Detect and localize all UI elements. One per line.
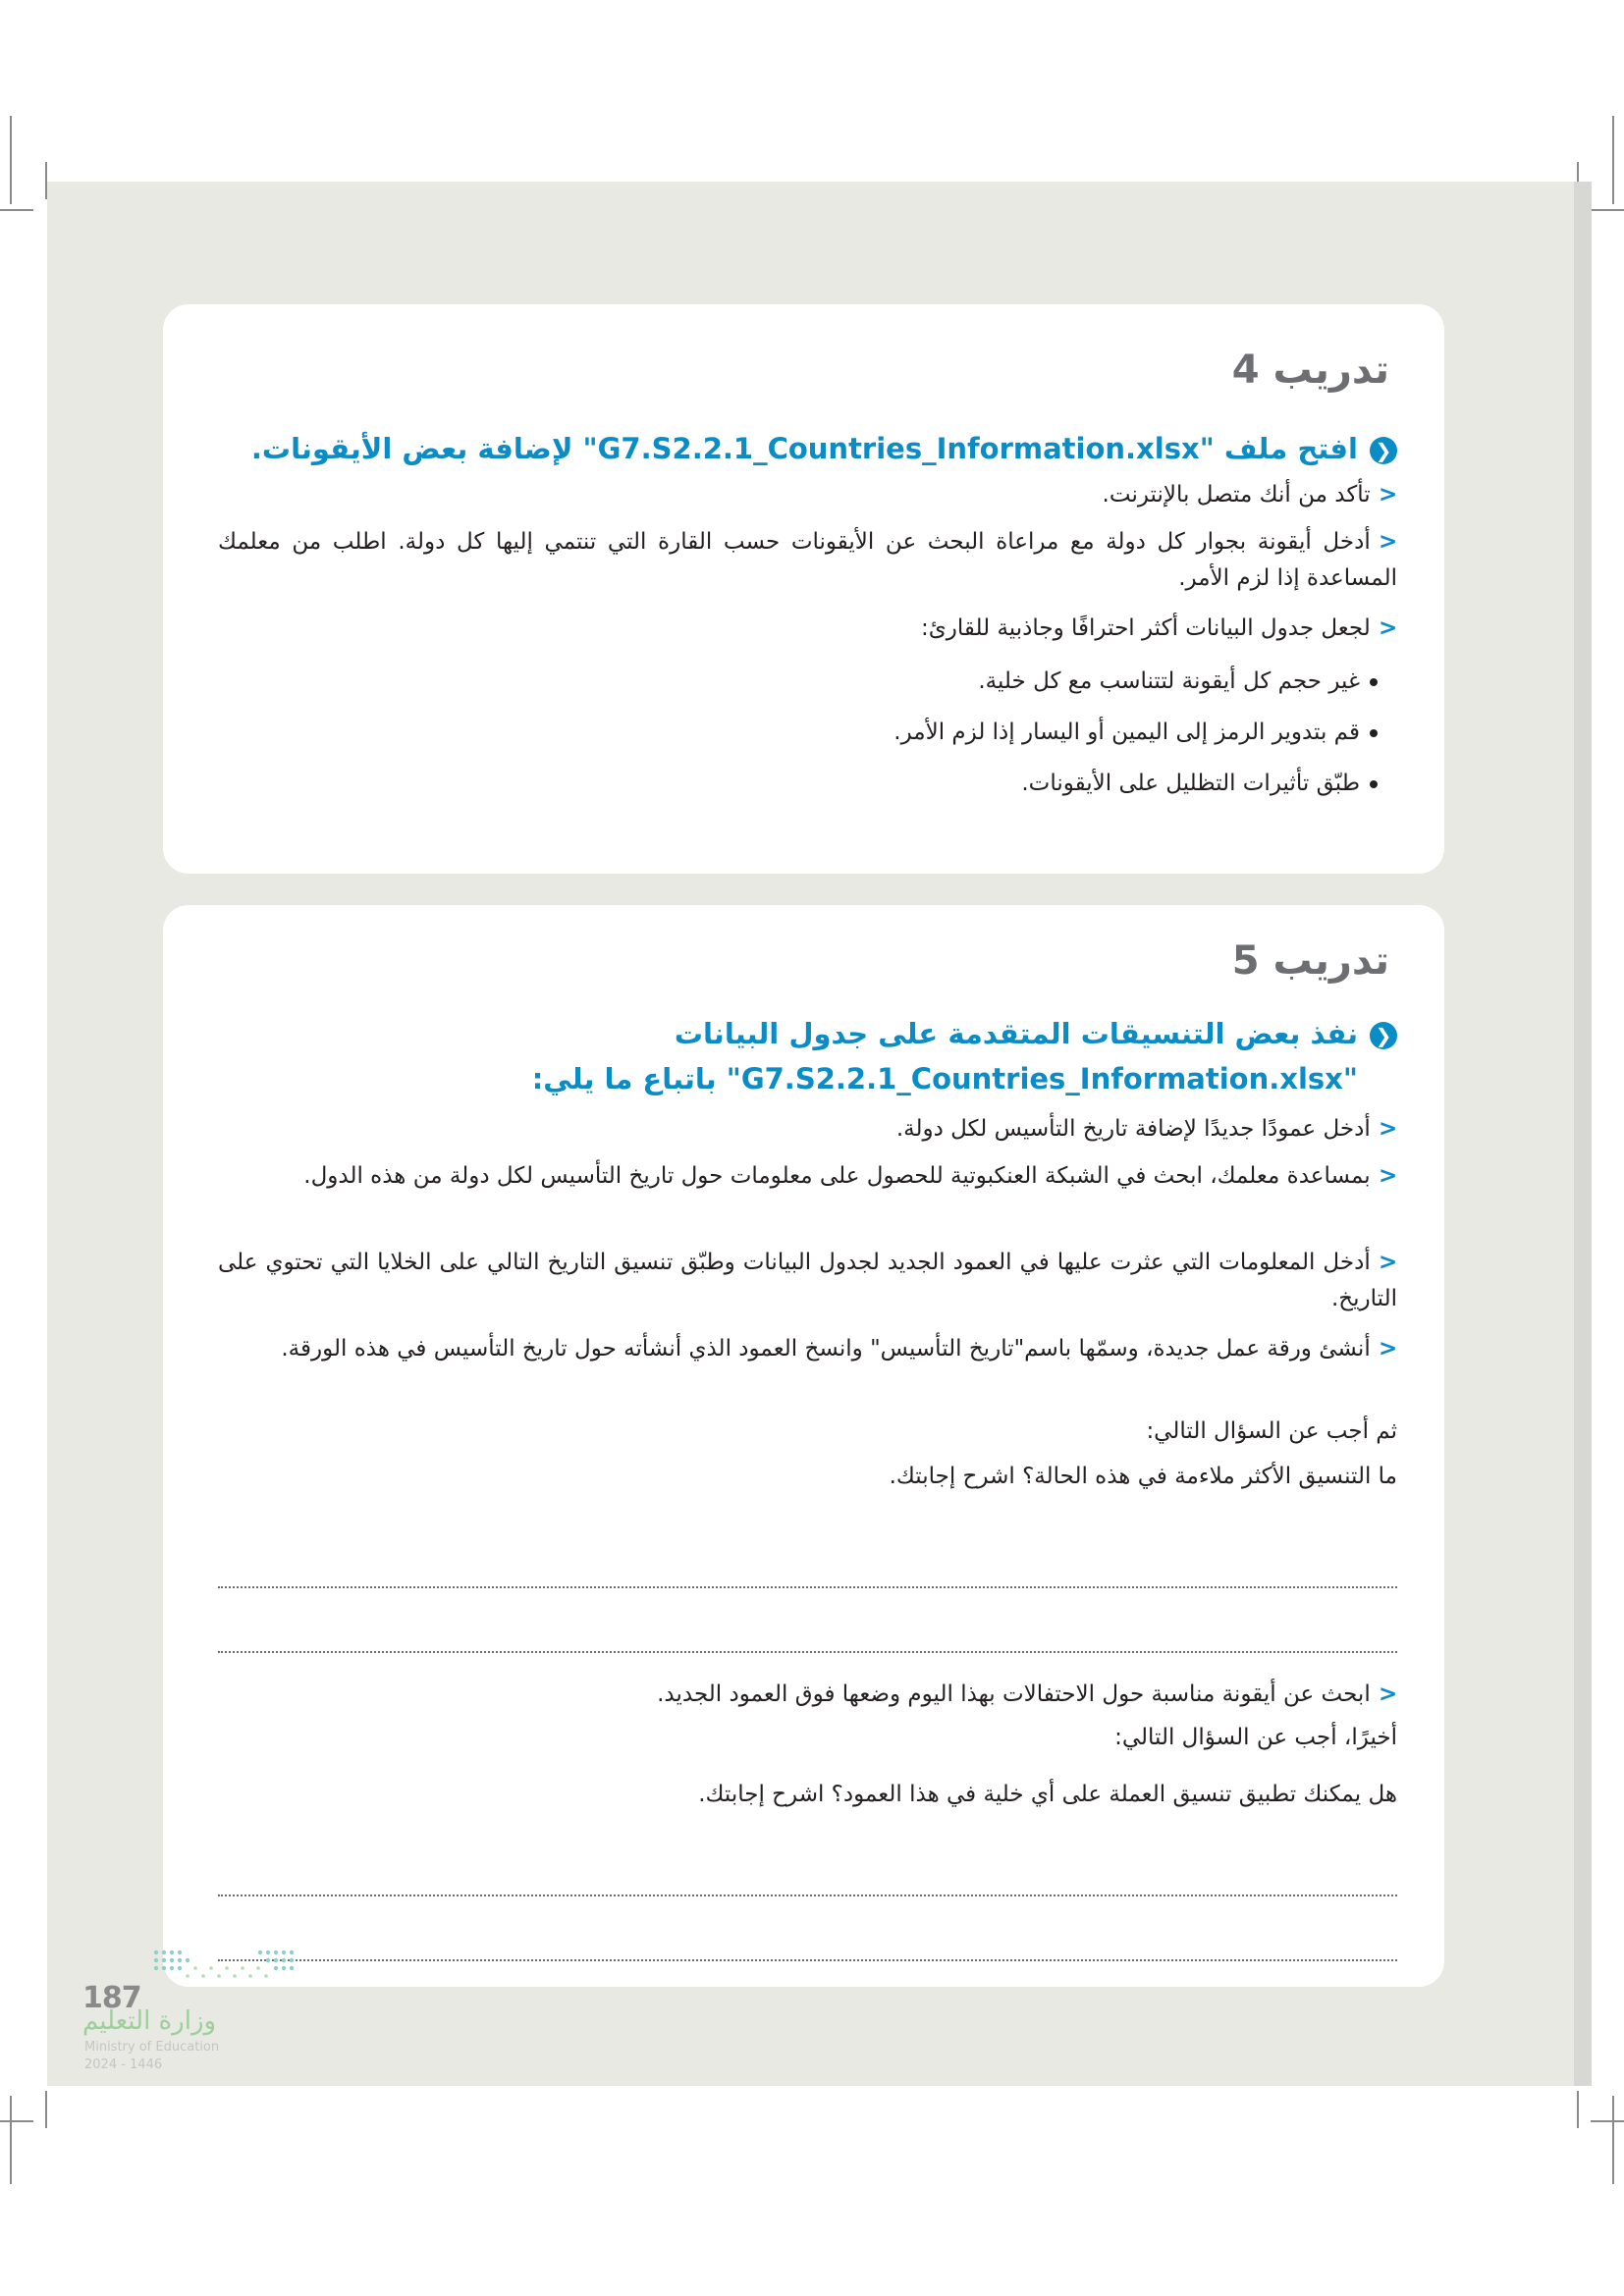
bullet-dot-icon bbox=[1370, 780, 1378, 788]
bullet-text: غير حجم كل أيقونة لتتناسب مع كل خلية. bbox=[978, 668, 1360, 694]
exercise-4-bullet bbox=[218, 766, 1378, 802]
exercise-5-task-line1: نفذ بعض التنسيقات المتقدمة على جدول البيانات bbox=[674, 1017, 1358, 1050]
exercise-5-step bbox=[218, 1245, 1397, 1317]
exercise-4-step bbox=[218, 524, 1397, 597]
then-answer-text: ثم أجب عن السؤال التالي: bbox=[1146, 1418, 1397, 1444]
exercise-4-bullet bbox=[218, 715, 1378, 751]
exercise-5-step bbox=[218, 1677, 1397, 1713]
ministry-logo-dots bbox=[152, 1949, 298, 1988]
step-text: لجعل جدول البيانات أكثر احترافًا وجاذبية للقارئ: bbox=[921, 615, 1371, 641]
step-text: أدخل أيقونة بجوار كل دولة مع مراعاة البحث عن الأيقونات حسب القارة التي تنتمي إليها كل دولة. اطلب من معلمك المساعدة إذا لزم الأمر. bbox=[218, 529, 1397, 591]
arrow-bullet-icon: > bbox=[1378, 1336, 1397, 1362]
bullet-dot-icon bbox=[1370, 729, 1378, 737]
answer-line[interactable] bbox=[218, 1895, 1397, 1896]
crop-mark bbox=[1591, 2120, 1624, 2122]
chevron-circle-icon: ❮ bbox=[1370, 437, 1397, 464]
arrow-bullet-icon: > bbox=[1378, 1250, 1397, 1275]
step-text: بمساعدة معلمك، ابحث في الشبكة العنكبوتية للحصول على معلومات حول تاريخ التأسيس لكل دولة من هذه الدول. bbox=[303, 1163, 1371, 1189]
answer-line[interactable] bbox=[218, 1651, 1397, 1653]
page-edge-strip bbox=[1574, 182, 1592, 2086]
question-2-text: هل يمكنك تطبيق تنسيق العملة على أي خلية في هذا العمود؟ اشرح إجابتك. bbox=[698, 1782, 1397, 1807]
exercise-4-title: تدريب 4 bbox=[1231, 347, 1389, 393]
question-1-text: ما التنسيق الأكثر ملاءمة في هذه الحالة؟ اشرح إجابتك. bbox=[889, 1464, 1397, 1489]
answer-line[interactable] bbox=[218, 1586, 1397, 1588]
crop-mark bbox=[0, 209, 33, 211]
edition-year: 2024 - 1446 bbox=[84, 2057, 163, 2072]
exercise-4-bullet bbox=[218, 664, 1378, 700]
step-text: أدخل المعلومات التي عثرت عليها في العمود الجديد لجدول البيانات وطبّق تنسيق التاريخ التالي على الخلايا التي تحتوي على التاريخ. bbox=[218, 1250, 1397, 1311]
exercise-4-step bbox=[218, 477, 1397, 513]
bullet-dot-icon bbox=[1370, 678, 1378, 686]
exercise-4-step bbox=[218, 611, 1397, 647]
crop-mark bbox=[10, 116, 12, 204]
exercise-4-task bbox=[251, 426, 1397, 471]
crop-mark bbox=[45, 2091, 47, 2128]
chevron-circle-icon: ❮ bbox=[1370, 1022, 1397, 1049]
crop-mark bbox=[1577, 2091, 1579, 2128]
answer-line[interactable] bbox=[218, 1959, 1397, 1961]
step-text: أدخل عمودًا جديدًا لإضافة تاريخ التأسيس لكل دولة. bbox=[895, 1116, 1371, 1142]
bullet-text: قم بتدوير الرمز إلى اليمين أو اليسار إذا لزم الأمر. bbox=[893, 720, 1360, 745]
ministry-name-english: Ministry of Education bbox=[84, 2040, 220, 2055]
exercise-5-task-line2: "G7.S2.2.1_Countries_Information.xlsx" باتباع ما يلي: bbox=[531, 1062, 1358, 1095]
exercise-5-task bbox=[675, 1011, 1397, 1056]
crop-mark bbox=[1591, 209, 1624, 211]
page-number: 187 bbox=[82, 1981, 141, 2015]
bullet-text: طبّق تأثيرات التظليل على الأيقونات. bbox=[1021, 771, 1360, 796]
crop-mark bbox=[1612, 2096, 1614, 2184]
crop-mark bbox=[0, 2120, 33, 2122]
finally-text: أخيرًا، أجب عن السؤال التالي: bbox=[1114, 1725, 1397, 1750]
exercise-4-task-text: افتح ملف "G7.S2.2.1_Countries_Information.xlsx" لإضافة بعض الأيقونات. bbox=[250, 432, 1358, 465]
step-text: تأكد من أنك متصل بالإنترنت. bbox=[1102, 482, 1371, 507]
arrow-bullet-icon: > bbox=[1378, 1116, 1397, 1142]
arrow-bullet-icon: > bbox=[1378, 1163, 1397, 1189]
arrow-bullet-icon: > bbox=[1378, 1682, 1397, 1707]
crop-mark bbox=[10, 2096, 12, 2184]
exercise-5-card bbox=[163, 905, 1444, 1987]
arrow-bullet-icon: > bbox=[1378, 529, 1397, 555]
crop-mark bbox=[1612, 116, 1614, 204]
arrow-bullet-icon: > bbox=[1378, 615, 1397, 641]
exercise-5-title: تدريب 5 bbox=[1231, 938, 1389, 984]
arrow-bullet-icon: > bbox=[1378, 482, 1397, 507]
exercise-5-step bbox=[218, 1331, 1397, 1367]
step-text: ابحث عن أيقونة مناسبة حول الاحتفالات بهذا اليوم وضعها فوق العمود الجديد. bbox=[657, 1682, 1371, 1707]
ministry-name-arabic: وزارة التعليم bbox=[82, 2006, 217, 2036]
exercise-5-task-continued bbox=[532, 1056, 1358, 1101]
exercise-4-card bbox=[163, 304, 1444, 874]
step-text: أنشئ ورقة عمل جديدة، وسمّها باسم"تاريخ التأسيس" وانسخ العمود الذي أنشأته حول تاريخ التأسيس في هذه الورقة. bbox=[281, 1336, 1371, 1362]
exercise-5-step bbox=[218, 1111, 1397, 1148]
exercise-5-step bbox=[218, 1158, 1397, 1195]
